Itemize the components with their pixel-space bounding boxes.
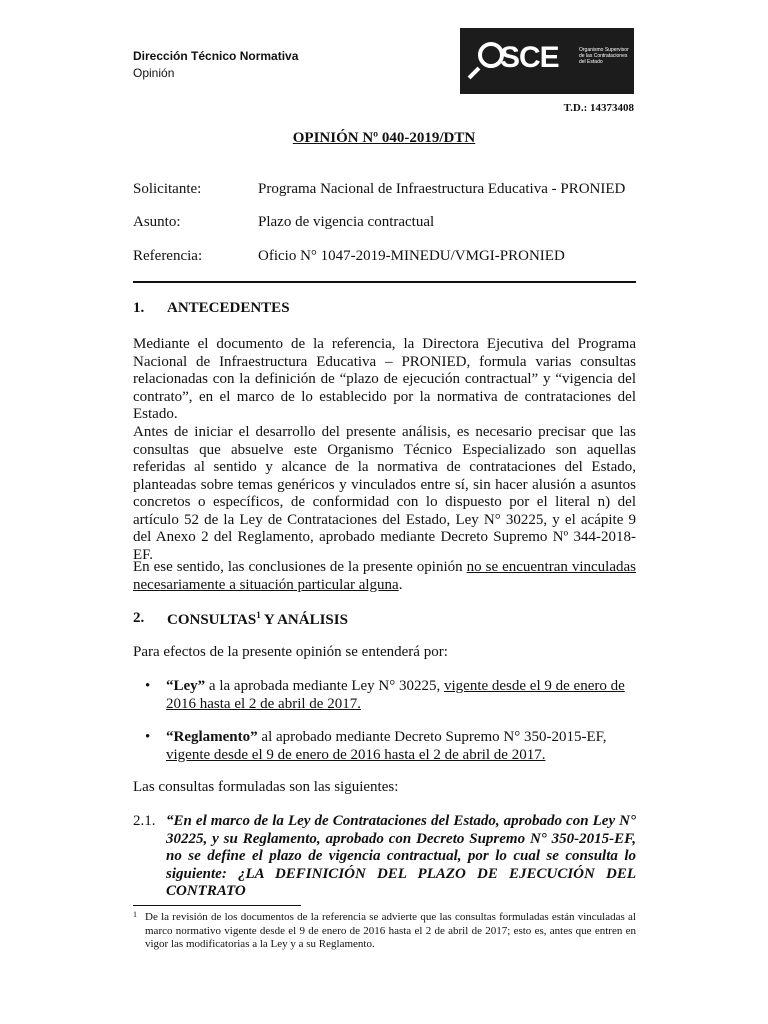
section-2-number: 2. bbox=[133, 610, 145, 626]
ref-label-solicitante: Solicitante: bbox=[133, 181, 202, 197]
bullet-reglamento-validity: vigente desde el 9 de enero de 2016 hasta el 2 de abril de 2017. bbox=[166, 746, 546, 763]
bullet-ley bbox=[166, 678, 636, 713]
ref-value-asunto: Plazo de vigencia contractual bbox=[258, 214, 435, 230]
paragraph-antecedentes-3 bbox=[133, 559, 636, 594]
ref-value-solicitante: Programa Nacional de Infraestructura Educativa - PRONIED bbox=[258, 181, 626, 197]
footnote bbox=[133, 911, 636, 952]
paragraph-antecedentes-2: Antes de iniciar el desarrollo del presente análisis, es necesario precisar que las consultas que absuelve este Organismo Técnico Especializado son aquellas referidas al sentido y alcance de la normativa de contrataciones del Estado, planteadas sobre temas genéricos y vinculados entre sí, sin hacer alusión a asuntos concretos o específicos, de conformidad con lo dispuesto por el literal n) del artículo 52 de la Ley de Contrataciones del Estado, Ley N° 30225, y el acápite 9 del Anexo 2 del Reglamento, aprobado mediante Decreto Supremo Nº 344-2018-EF. bbox=[133, 424, 636, 563]
section-2-title: CONSULTAS bbox=[167, 612, 257, 628]
logo-text: SCE bbox=[500, 41, 559, 74]
bullet-ley-text: a la aprobada mediante Ley N° 30225, bbox=[205, 678, 444, 694]
bullet-ley-validity: vigente desde el 9 de enero de 2016 hasta el 2 de abril de 2017. bbox=[166, 678, 625, 712]
section-2-title-wrap bbox=[167, 610, 348, 629]
footnote-ref-1: 1 bbox=[256, 610, 261, 620]
ref-label-asunto: Asunto: bbox=[133, 214, 181, 230]
footnote-number: 1 bbox=[133, 910, 137, 919]
p3-text-a: En ese sentido, las conclusiones de la presente opinión bbox=[133, 559, 467, 575]
footnote-divider bbox=[133, 905, 301, 906]
section-2-title-rest: Y ANÁLISIS bbox=[260, 612, 348, 628]
question-number: 2.1. bbox=[133, 813, 156, 829]
header-direction: Dirección Técnico Normativa bbox=[133, 49, 299, 63]
bullet-ley-term: “Ley” bbox=[166, 678, 206, 694]
p3-underlined: no se encuentran vinculadas necesariamente a situación particular alguna bbox=[133, 559, 636, 593]
ref-value-referencia: Oficio N° 1047-2019-MINEDU/VMGI-PRONIED bbox=[258, 248, 565, 264]
paragraph-definitions-intro: Para efectos de la presente opinión se entenderá por: bbox=[133, 644, 448, 660]
section-1-number: 1. bbox=[133, 300, 145, 316]
section-1-title: ANTECEDENTES bbox=[167, 300, 290, 316]
footnote-text: De la revisión de los documentos de la referencia se advierte que las consultas formuladas están vinculadas al marco normativo vigente desde el 9 de enero de 2016 hasta el 2 de abril de 2017; esto es, antes que entren en vigor las modificatorias a la Ley y a su Reglamento. bbox=[145, 911, 636, 950]
paragraph-antecedentes-1: Mediante el documento de la referencia, la Directora Ejecutiva del Programa Nacional de Infraestructura Educativa – PRONIED, formula varias consultas relacionadas con la definición de “plazo de ejecución contractual” y “vigencia del contrato”, en el marco de lo establecido por la normativa de contrataciones del Estado. bbox=[133, 336, 636, 422]
paragraph-consultas-intro: Las consultas formuladas son las siguientes: bbox=[133, 779, 399, 795]
td-number: T.D.: 14373408 bbox=[563, 102, 634, 114]
bullet-reglamento-term: “Reglamento” bbox=[166, 729, 258, 745]
question-text: “En el marco de la Ley de Contrataciones del Estado, aprobado con Ley N° 30225, y su Reglamento, aprobado con Decreto Supremo N° 350-2015-EF, no se define el plazo de vigencia contractual, por lo cual se consulta lo siguiente: ¿LA DEFINICIÓN DEL PLAZO DE EJECUCIÓN DEL CONTRATO bbox=[166, 813, 636, 899]
bullet-icon: • bbox=[145, 678, 151, 694]
document-title: OPINIÓN Nº 040-2019/DTN bbox=[292, 130, 476, 146]
bullet-reglamento bbox=[166, 729, 636, 764]
osce-logo bbox=[460, 28, 634, 94]
ref-label-referencia: Referencia: bbox=[133, 248, 203, 264]
magnifier-handle bbox=[468, 67, 481, 80]
section-1-heading bbox=[133, 300, 290, 317]
bullet-reglamento-text: al aprobado mediante Decreto Supremo N° 350-2015-EF, bbox=[257, 729, 607, 745]
section-2-heading bbox=[133, 610, 348, 628]
header-divider bbox=[133, 281, 636, 283]
bullet-icon: • bbox=[145, 729, 151, 745]
logo-subtitle: Organismo Supervisor de las Contrataciones del Estado bbox=[579, 47, 629, 65]
header-type: Opinión bbox=[133, 66, 175, 80]
p3-text-b: . bbox=[398, 576, 403, 593]
